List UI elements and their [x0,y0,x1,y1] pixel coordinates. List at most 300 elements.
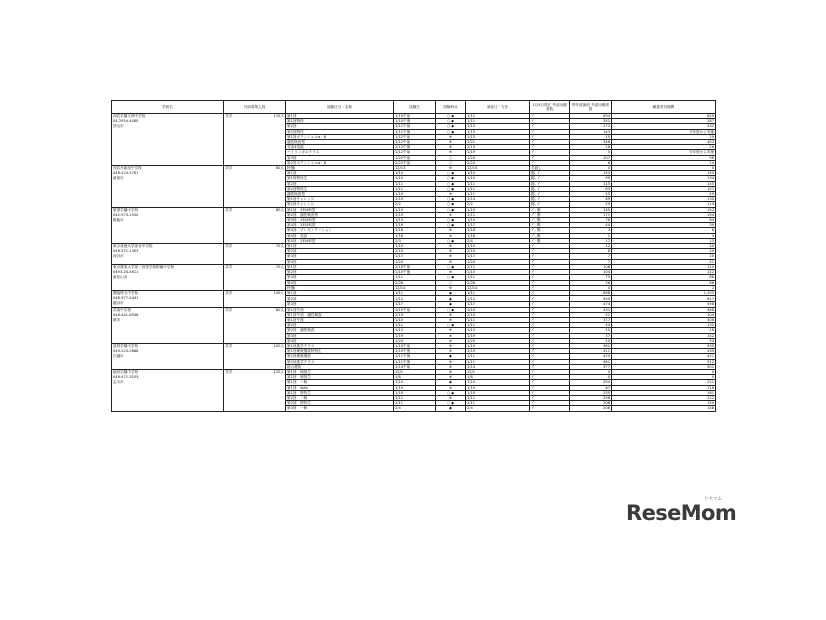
exam-date: 1/24 [394,338,436,343]
prev-applicants: 134 [612,176,716,181]
announce: 1/11 [466,181,530,186]
school-name: 星野学園中学校 [113,343,139,348]
applicants: 634 [570,114,612,119]
announce: 2/4 [466,238,530,243]
announce: 1/10 [466,249,530,254]
exam-date: 1/10午前 [394,343,436,348]
exam-subjects: ○ ◆ [436,202,466,207]
announce: 1/10 [466,390,530,395]
exam-name: 第1回特待生 [286,176,394,181]
exam-name: 第1回 [286,114,394,119]
school-type: 共学 [225,114,233,118]
method: イ, 郵 [530,212,570,217]
exam-name: 第3回 [286,301,394,307]
exam-date: 1/6 [394,375,436,380]
announce: 1/10 [466,176,530,181]
prev-applicants: 21 [612,259,716,264]
applicants: 37 [570,333,612,338]
prev-applicants: 122 [612,270,716,275]
exam-subjects: ※ [436,212,466,217]
method: イ, 郵 [530,238,570,243]
exam-subjects: ◆ [436,301,466,307]
announce: 1/13 [466,134,530,139]
exam-name: 第2回 一般 [286,395,394,400]
exam-date: 1/10 [394,385,436,390]
exam-name: 第2回チャレンジ [286,202,394,207]
header-capacity: 外部募集人員 [224,101,286,114]
resemom-logo [626,496,737,525]
exam-subjects: ○ ◆ [436,223,466,228]
exam-subjects: ○ ◆ [436,401,466,406]
applicants: 106 [570,264,612,269]
method: イ [530,380,570,385]
applicants: 1 [570,233,612,238]
exam-subjects: ○ ◆ [436,264,466,269]
exam-subjects: ○ ◆ [436,275,466,280]
announce: 1/11 [466,354,530,359]
exam-subjects: ※ [436,254,466,259]
method: イ [530,145,570,150]
exam-subjects: ○ ◆ [436,129,466,134]
applicants: 171 [570,212,612,217]
exam-name: 第2回 [286,124,394,129]
exam-subjects: ○ ◆ [436,238,466,243]
exam-subjects: ※ [436,192,466,197]
exam-name: 第2回理数選抜 [286,354,394,359]
announce: 12/1 [466,369,530,374]
exam-date: 2/4 [394,406,436,411]
exam-name: 第1回チャレンジ [286,197,394,202]
school-cell [112,343,224,369]
method: イ [530,401,570,406]
exam-date: 1/16 [394,233,436,238]
exam-subjects: ※ [436,259,466,264]
exam-date: 1/11 [394,181,436,186]
method: イ [530,264,570,269]
exam-name: 第1回 2科4科型 [286,207,394,212]
exam-subjects: ※ [436,145,466,150]
header-row [112,101,716,114]
exam-name: 特選Ⅰ [286,166,394,171]
prev-applicants: 1,105 [612,290,716,296]
exam-name: 第3回 [286,254,394,259]
announce: 1/24 [466,155,530,160]
school-cell [112,114,224,166]
prev-applicants: 154 [612,171,716,176]
exam-subjects: ○ ◆ [436,323,466,328]
exam-name: バイリンガルクラス [286,150,394,155]
method: イ [530,359,570,364]
applicants: 0 [570,166,612,171]
exam-name: 第4回 プレゼンテーション [286,228,394,233]
method: イ [530,134,570,139]
announce: 1/18 [466,228,530,233]
exam-subjects: ※ [436,244,466,249]
school-capacity: 120人 [273,369,284,374]
school-name: 東京成徳大学深谷中学校 [113,244,153,249]
exam-subjects: ※ [436,285,466,290]
prev-applicants: 20 [612,244,716,249]
exam-name: 第3回 [286,155,394,160]
method: イ [530,280,570,285]
prev-applicants: 0 [612,375,716,380]
school-city: 飯能市 [113,218,124,223]
applicants: 420 [570,354,612,359]
applicants: 17 [570,238,612,243]
method: イ [530,160,570,165]
method: イ, 郵 [530,207,570,212]
school-city: 蕨市 [113,317,121,322]
applicants: 411 [570,349,612,354]
applicants: 377 [570,364,612,369]
school-name: 聖望学園中学校 [113,207,139,212]
applicants: 76 [570,218,612,223]
prev-applicants: 150 [612,401,716,406]
school-phone: 048-424-5781 [113,171,139,176]
prev-applicants: 0 [612,369,716,374]
method: イ, 郵 [530,228,570,233]
method: イ [530,285,570,290]
school-type: 共学 [225,207,233,212]
applicants: 0 [570,369,612,374]
prev-applicants: 84 [612,218,716,223]
announce: 12/15 [466,166,530,171]
announce: 1/11 [466,317,530,322]
exam-date: 1/10 [394,171,436,176]
applicants: 7 [570,259,612,264]
announce: 1/13 [466,129,530,134]
exam-date: 1/16 [394,228,436,233]
school-cell [112,307,224,343]
prev-applicants: 20 [612,254,716,259]
school-capacity: 70人 [275,244,284,249]
method: イ, 郵 [530,233,570,238]
announce: 1/11 [466,186,530,191]
logo-kana: リセマム [704,497,722,502]
exam-date: 1/17 [394,254,436,259]
announce: 1/17 [466,301,530,307]
school-capacity: 100人 [273,343,284,348]
method: イ [530,338,570,343]
exam-name: 特選Ⅰ [286,285,394,290]
exam-subjects: ◆ [436,290,466,296]
announce: 1/10 [466,385,530,390]
method: イ [530,296,570,302]
method: イ [530,395,570,400]
school-cell [112,369,224,411]
method: イ [530,119,570,124]
exam-subjects: ◆ [436,296,466,302]
exam-date: 1/10 [394,207,436,212]
prev-applicants: 114 [612,202,716,207]
announce: 1/26 [466,280,530,285]
capacity-cell [224,369,286,411]
exam-name: 第2回特待生 [286,186,394,191]
school-phone: 048-441-6948 [113,312,139,317]
exam-date: 1/10 [394,192,436,197]
school-name: 武南中学校 [113,307,131,312]
header-announce: 発表日・方法 [466,101,530,114]
exam-name: 第1回 [286,264,394,269]
exam-subjects: ○ ◆ [436,114,466,119]
exam-name: 第2回 適性検査型 [286,212,394,217]
applicants: 10 [570,338,612,343]
exam-name: 第1回午前 適性検査 [286,312,394,317]
capacity-cell [224,166,286,208]
prev-applicants: 6 [612,228,716,233]
capacity-cell [224,290,286,307]
exam-date: 1/11午後 [394,129,436,134]
method: イ [530,290,570,296]
applicants: 145 [570,207,612,212]
exam-date: 1/12午前 [394,150,436,155]
prev-applicants: 3 [612,233,716,238]
exam-date: 1/11午前 [394,124,436,129]
exam-date: 12/13 [394,166,436,171]
applicants: 44 [570,223,612,228]
prev-applicants: 16 [612,328,716,333]
exam-subjects: ※ [436,375,466,380]
school-city: 狭山市 [113,124,124,129]
applicants: 69 [570,197,612,202]
school-city: 川越市 [113,354,124,359]
prev-applicants: 130 [612,197,716,202]
exam-subjects: ○ [436,160,466,165]
applicants: 294 [570,380,612,385]
exam-subjects: ○ ◆ [436,207,466,212]
exam-date: 1/10午後 [394,270,436,275]
exam-name: 第3回 [286,333,394,338]
applicants: 8 [570,249,612,254]
method: 手渡し [530,166,570,171]
school-cell [112,290,224,307]
exam-name: 第1回ポテンシャルα・β [286,134,394,139]
school-type: 共学 [225,290,233,295]
exam-subjects: ※ [436,364,466,369]
prev-applicants: 116 [612,385,716,390]
announce: 1/19 [466,150,530,155]
prev-applicants: 107 [612,186,716,191]
exam-name: 第1回午後 [286,317,394,322]
header-exam: 試験区分・名称 [286,101,394,114]
exam-date: 1/14 [394,197,436,202]
method: イ [530,244,570,249]
announce: 1/10 [466,171,530,176]
announce: 1/11 [466,275,530,280]
exam-date: 1/10 [394,212,436,217]
applicants: 107 [570,155,612,160]
exam-name: 第1回 [286,171,394,176]
exam-date: 1/11午後 [394,354,436,359]
prev-applicants: 96 [612,155,716,160]
exam-date: 1/24 [394,259,436,264]
exam-subjects: ※ [436,140,466,145]
announce: 1/10 [466,380,530,385]
announce: 1/11 [466,212,530,217]
exam-date: 1/16 [394,223,436,228]
school-type: 共学 [225,369,233,374]
exam-date: 1/22午前 [394,155,436,160]
method: イ, 郵 [530,218,570,223]
exam-subjects: ○ ◆ [436,186,466,191]
prev-applicants: 66 [612,280,716,285]
school-phone: 048-471-3255 [113,375,139,380]
method: イ [530,124,570,129]
exam-name: 第2回特待 [286,129,394,134]
exam-subjects: ◆ [436,380,466,385]
announce: 1/6 [466,375,530,380]
prev-applicants: 20 [612,249,716,254]
exam-date: 1/11 [394,290,436,296]
applicants: 431 [570,307,612,312]
prev-applicants: 512 [612,359,716,364]
method: イ [530,369,570,374]
announce: 1/13 [466,124,530,129]
announce: 1/12 [466,328,530,333]
prev-applicants: 今年度から実施 [612,150,716,155]
exam-date: 1/10 [394,317,436,322]
announce: 2/2 [466,202,530,207]
exam-subjects: ○ ◆ [436,119,466,124]
exam-date: 1/26 [394,280,436,285]
exam-name: 第4回 英語 [286,233,394,238]
school-name: 獨協埼玉中学校 [113,290,139,295]
school-phone: 0493-24-4611 [113,270,139,275]
announce: 1/24 [466,259,530,264]
exam-subjects: ※ [436,349,466,354]
method: イ [530,270,570,275]
prev-applicants: 49 [612,192,716,197]
exam-subjects: ○ ◆ [436,307,466,312]
applicants: 45 [570,192,612,197]
prev-applicants: 222 [612,395,716,400]
applicants: 273 [570,124,612,129]
exam-subjects: ○ ◆ [436,124,466,129]
exam-date: 1/17 [394,301,436,307]
applicants: 15 [570,328,612,333]
applicants: 83 [570,186,612,191]
applicants: 206 [570,406,612,411]
exam-subjects: ○ ◆ [436,390,466,395]
school-phone: 048-977-5441 [113,296,139,301]
school-phone: 049-223-2888 [113,349,139,354]
applicants: 3 [570,228,612,233]
applicants: 67 [570,385,612,390]
exam-date: 1/11 [394,186,436,191]
method: イ [530,343,570,348]
exam-date: 1/10 [394,312,436,317]
prev-applicants: 435 [612,343,716,348]
exam-subjects: ○ ◆ [436,171,466,176]
prev-applicants: 0 [612,166,716,171]
exam-subjects: ※ [436,369,466,374]
prev-applicants: 194 [612,212,716,217]
applicants: 7 [570,254,612,259]
exam-name: 第2回進学クラス [286,359,394,364]
applicants: 115 [570,181,612,186]
exam-subjects: ※ [436,312,466,317]
applicants: 474 [570,301,612,307]
applicants: 51 [570,312,612,317]
exam-subjects: ※ [436,134,466,139]
exam-name: 第2回 [286,181,394,186]
applicants: 888 [570,290,612,296]
exam-name: 第1回午前 [286,307,394,312]
capacity-cell [224,244,286,265]
exam-date: 1/22午前 [394,160,436,165]
exam-name: 第2回 帰国生 [286,375,394,380]
applicants: 154 [570,171,612,176]
method: イ [530,328,570,333]
method: イ [530,259,570,264]
exam-name: 第1回 [286,290,394,296]
announce: 1/17 [466,223,530,228]
announce: 12/14 [466,285,530,290]
school-type: 共学 [225,307,233,312]
exam-subjects: ※ [436,338,466,343]
school-city: 東松山市 [113,275,128,280]
school-phone: 042-973-1500 [113,212,139,217]
prev-applicants: 221 [612,380,716,385]
exam-subjects: ※ [436,150,466,155]
prev-applicants: 406 [612,317,716,322]
announce: 1/10 [466,307,530,312]
exam-name: 第4回 [286,259,394,264]
school-cell [112,207,224,243]
exam-date: 1/10 [394,380,436,385]
exam-name: 第2回ポテンシャルα・β [286,160,394,165]
method: イ [530,323,570,328]
exam-date: 1/13 [394,218,436,223]
exam-name: 総合選抜 [286,364,394,369]
applicants: 6 [570,160,612,165]
header-subjects: 試験科目 [436,101,466,114]
announce: 1/11 [466,290,530,296]
method: 掲, イ [530,176,570,181]
header-applicants: 1月5日現在 外部出願者数 [530,101,570,114]
capacity-cell [224,307,286,343]
announce: 1/19 [466,145,530,150]
announce: 1/10 [466,343,530,348]
school-cell [112,264,224,290]
applicants: 351 [570,119,612,124]
prev-applicants: 439 [612,349,716,354]
method: イ [530,333,570,338]
exam-date: 1/19 [394,333,436,338]
announce: 1/10 [466,312,530,317]
announce: 1/11 [466,192,530,197]
school-city: 越谷市 [113,301,124,306]
exam-name: 第5回 2科4科型 [286,238,394,243]
applicants: 490 [570,296,612,302]
applicants: 0 [570,285,612,290]
prev-applicants: 332 [612,124,716,129]
school-type: 共学 [225,166,233,171]
method: 掲, イ [530,181,570,186]
announce: 1/11 [466,114,530,119]
school-capacity: 140人 [273,290,284,295]
school-type: 共学 [225,264,233,269]
method: イ [530,406,570,411]
method: イ [530,129,570,134]
method: イ [530,390,570,395]
method: 掲, イ [530,192,570,197]
exam-name: 第3回 [286,275,394,280]
applicants: 12 [570,244,612,249]
method: 掲, イ [530,202,570,207]
school-city: 深谷市 [113,254,124,259]
header-prev: 昨年度最終 外部出願者数 [570,101,612,114]
